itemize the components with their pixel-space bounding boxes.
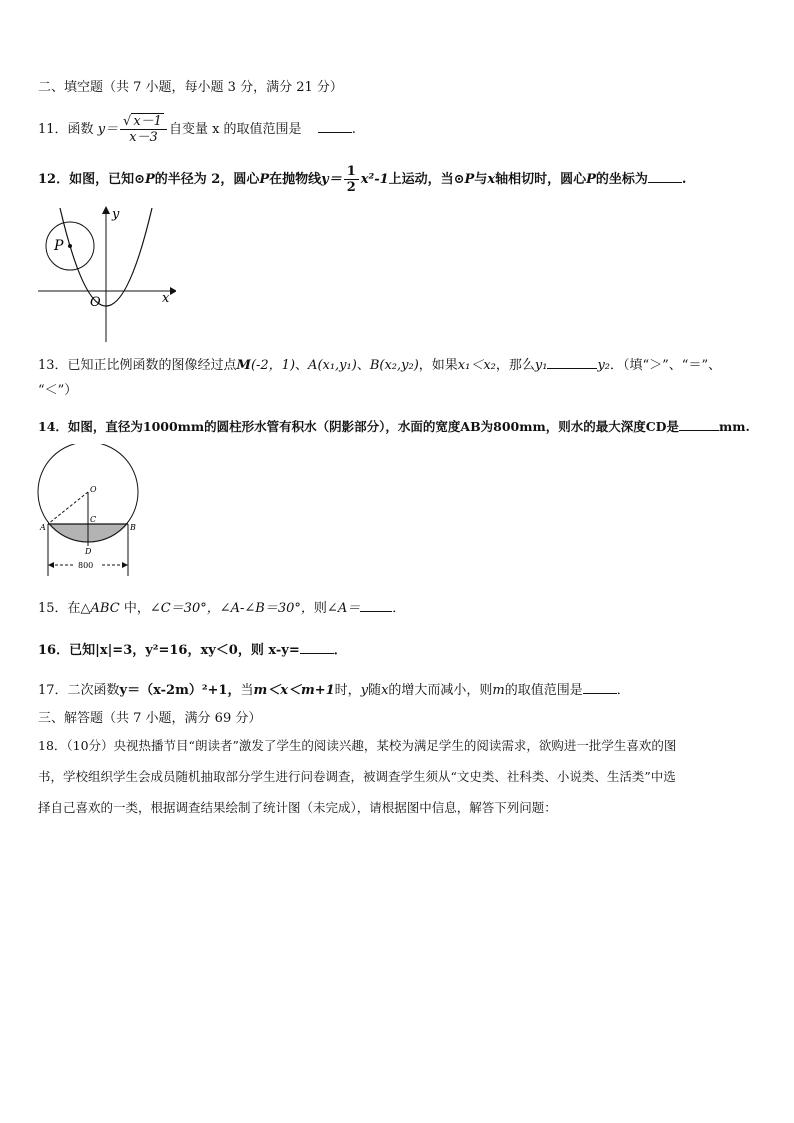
- label-o: O: [90, 485, 97, 494]
- label-x: x: [162, 291, 170, 306]
- fraction: $\frac{√ x-1}{x-3}$: [120, 114, 167, 145]
- label-b: B: [130, 523, 136, 532]
- label-p: P: [54, 238, 64, 254]
- question-18-line3: 择自己喜欢的一类，根据调查结果绘制了统计图（未完成），请根据图中信息，解答下列问题：: [38, 800, 557, 815]
- question-12: 12．如图，已知⊙P的半径为 2，圆心P在抛物线y＝ $\frac{1}{2}$ x²-1上运动，当⊙P与x轴相切时，圆心P的坐标为 .: [38, 164, 687, 195]
- section3-heading: 三、解答题（共 7 小题，满分 69 分）: [38, 711, 262, 726]
- water-pipe-figure: [34, 444, 144, 580]
- answer-blank-15[interactable]: [360, 597, 392, 612]
- answer-blank-14[interactable]: [679, 416, 719, 431]
- question-13: 13．已知正比例函数的图像经过点M(-2，1)、A(x₁,y₁)、B(x₂,y₂)，如果x₁＜x₂，那么y₁ y₂．（填“＞”、“＝”、: [38, 354, 721, 375]
- label-d: D: [85, 547, 92, 556]
- answer-blank-11[interactable]: [318, 118, 352, 133]
- question-13-line2: “＜”）: [38, 383, 78, 398]
- parabola-circle-figure: [36, 204, 176, 344]
- answer-blank-16[interactable]: [300, 639, 334, 654]
- answer-blank-12[interactable]: [648, 168, 682, 183]
- answer-blank-17[interactable]: [583, 679, 617, 694]
- section2-heading: 二、填空题（共 7 小题，每小题 3 分，满分 21 分）: [38, 80, 343, 95]
- question-14: 14．如图，直径为1000mm的圆柱形水管有积水（阴影部分），水面的宽度AB为800mm，则水的最大深度CD是 mm.: [38, 416, 750, 436]
- label-c: C: [90, 515, 97, 524]
- question-11: 11．函数 y＝ $\frac{√ x-1}{x-3}$ 自变量 x 的取值范围是 .: [38, 114, 356, 145]
- question-18-line1: 18．（10分）央视热播节目“朗读者”激发了学生的阅读兴趣，某校为满足学生的阅读需求，欲购进一批学生喜欢的图: [38, 738, 677, 753]
- x-axis-arrow: [170, 287, 176, 295]
- label-width: 800: [78, 561, 94, 570]
- label-a: A: [40, 523, 46, 532]
- label-y: y: [112, 207, 120, 222]
- answer-blank-13[interactable]: [547, 354, 597, 369]
- question-16: 16．已知|x|=3，y²=16，xy＜0，则 x-y= ．: [38, 639, 347, 660]
- y-axis-arrow: [102, 206, 110, 214]
- radius-oa: [48, 492, 88, 524]
- dimension-arrow-left: [48, 562, 54, 568]
- dimension-arrow-right: [122, 562, 128, 568]
- question-15: 15．在△ABC 中，∠C＝30°，∠A-∠B＝30°，则∠A＝ ．: [38, 597, 405, 618]
- label-o: O: [90, 295, 101, 310]
- question-18-line2: 书，学校组织学生会成员随机抽取部分学生进行问卷调查，被调查学生须从“文史类、社科类、小说类、生活类”中选: [38, 769, 676, 784]
- question-17: 17．二次函数y＝（x-2m）²+1，当m＜x＜m+1时，y随x的增大而减小，则m的取值范围是 ．: [38, 679, 630, 700]
